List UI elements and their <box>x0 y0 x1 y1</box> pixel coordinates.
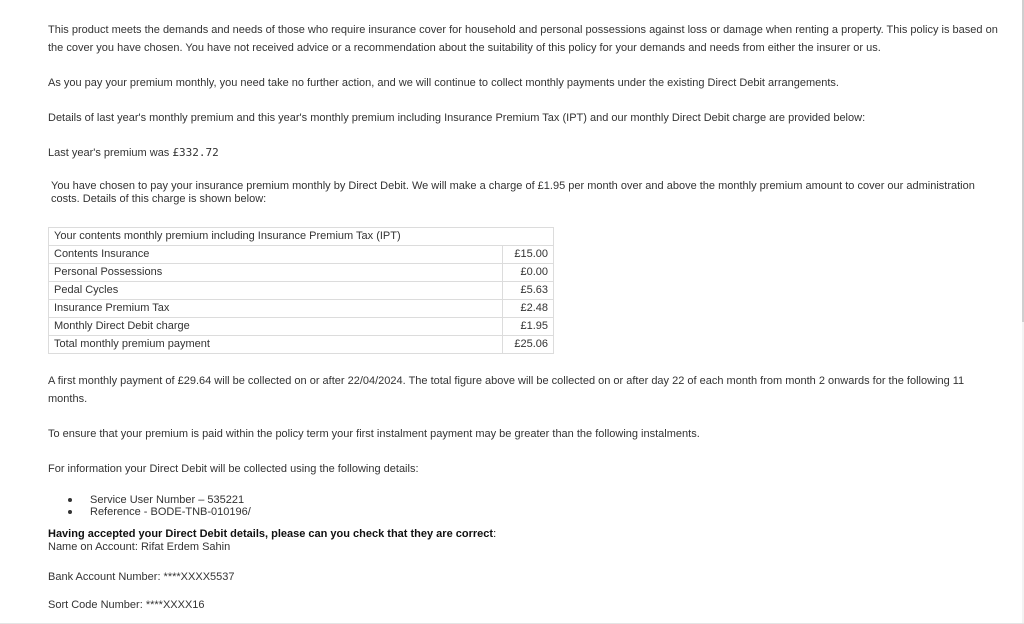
last-year-label: Last year's premium was <box>48 147 173 159</box>
details-note-paragraph: Details of last year's monthly premium and this year's monthly premium including Insurance Premium Tax (IPT) and our monthly Direct Debit charge are provided below: <box>48 112 866 124</box>
premium-table-header: Your contents monthly premium including Insurance Premium Tax (IPT) <box>49 228 554 246</box>
dd-charge-paragraph: You have chosen to pay your insurance premium monthly by Direct Debit. We will make a charge of £1.95 per month over and above the monthly premium amount to cover our administration costs. Details of this charge is shown below: <box>51 180 975 205</box>
account-name: Name on Account: Rifat Erdem Sahin <box>48 541 231 553</box>
row-label: Contents Insurance <box>49 246 503 264</box>
premium-table-header-row <box>49 228 554 246</box>
ensure-paragraph: To ensure that your premium is paid within the policy term your first instalment payment may be greater than the following instalments. <box>48 428 700 440</box>
row-label: Monthly Direct Debit charge <box>49 318 503 336</box>
table-row <box>49 300 554 318</box>
row-label: Personal Possessions <box>49 264 503 282</box>
document-body <box>48 21 1002 614</box>
row-amount: £5.63 <box>503 282 554 300</box>
first-payment-paragraph: A first monthly payment of £29.64 will be collected on or after 22/04/2024. The total figure above will be collected on or after day 22 of each month from month 2 onwards for the following 11 months. <box>48 375 965 405</box>
premium-table <box>48 227 554 354</box>
sort-code-number: Sort Code Number: ****XXXX16 <box>48 599 205 611</box>
check-details-bold: Having accepted your Direct Debit details, please can you check that they are correct <box>48 528 494 540</box>
table-row <box>49 336 554 354</box>
list-item: Reference - BODE-TNB-010196/ <box>90 506 1002 518</box>
table-row <box>49 264 554 282</box>
check-details-heading <box>48 528 1002 541</box>
row-label: Insurance Premium Tax <box>49 300 503 318</box>
list-item: Service User Number – 535221 <box>90 494 1002 506</box>
row-label: Total monthly premium payment <box>49 336 503 354</box>
table-row <box>49 318 554 336</box>
row-amount: £2.48 <box>503 300 554 318</box>
intro-paragraph: This product meets the demands and needs of those who require insurance cover for household and personal possessions against loss or damage when renting a property. This policy is based on the cover you have chosen. You have not received advice or a recommendation about the suitability of this policy for your demands and needs from either the insurer or us. <box>48 24 998 54</box>
last-year-amount: £332.72 <box>172 146 219 159</box>
dd-details-list <box>48 494 1002 518</box>
row-amount: £25.06 <box>503 336 554 354</box>
row-amount: £1.95 <box>503 318 554 336</box>
bank-account-number: Bank Account Number: ****XXXX5537 <box>48 571 235 583</box>
row-amount: £15.00 <box>503 246 554 264</box>
row-label: Pedal Cycles <box>49 282 503 300</box>
row-amount: £0.00 <box>503 264 554 282</box>
check-details-suffix: : <box>493 528 497 540</box>
info-paragraph: For information your Direct Debit will be collected using the following details: <box>48 463 419 475</box>
last-year-premium <box>48 144 1002 162</box>
table-row <box>49 282 554 300</box>
monthly-note-paragraph: As you pay your premium monthly, you need take no further action, and we will continue to collect monthly payments under the existing Direct Debit arrangements. <box>48 77 839 89</box>
table-row <box>49 246 554 264</box>
